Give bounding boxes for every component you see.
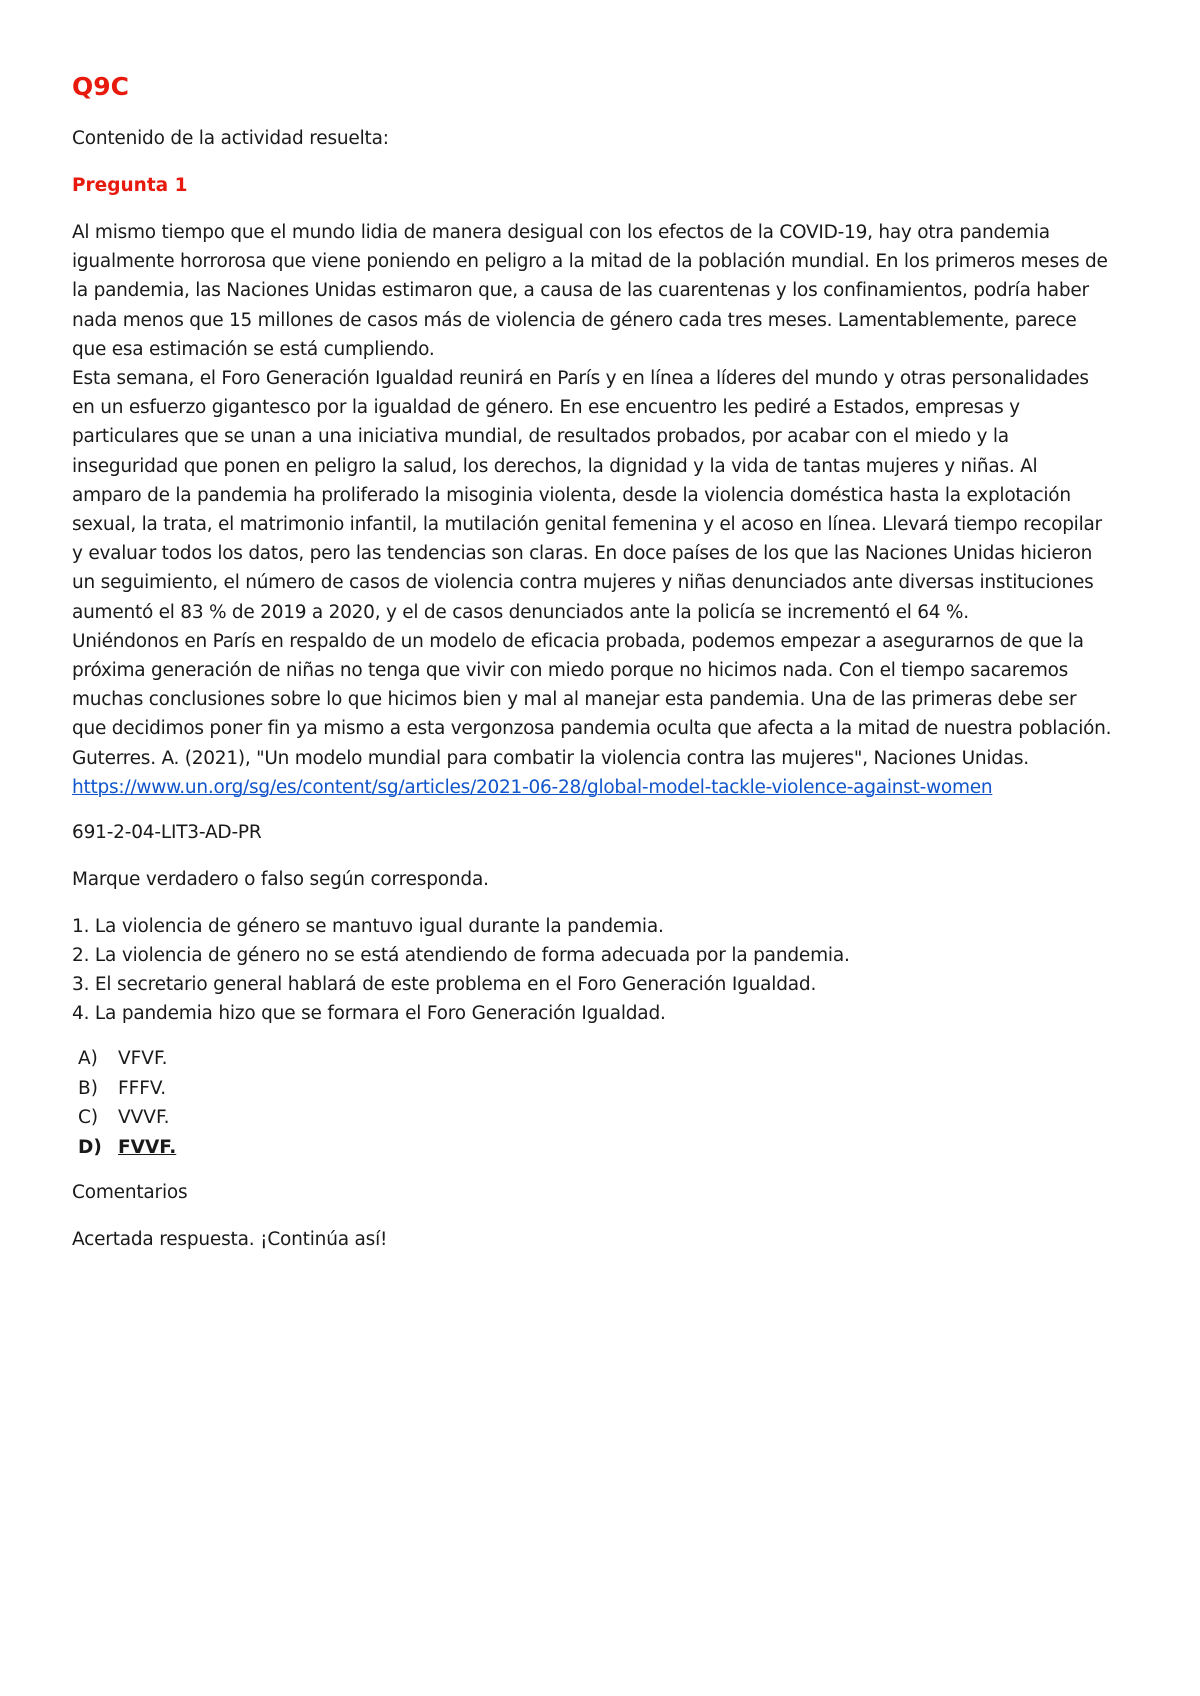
passage-paragraph-1: Al mismo tiempo que el mundo lidia de manera desigual con los efectos de la COVID-19, hay otra pandemia igualmente horrorosa que viene poniendo en peligro a la mitad de la población mundial. En los primeros meses de la pandemia, las Naciones Unidas estimaron que, a causa de las cuarentenas y los confinamientos, podría haber nada menos que 15 millones de casos más de violencia de género cada tres meses. Lamentablemente, parece que esa estimación se está cumpliendo. xyxy=(72,222,1108,360)
option-text: FFFV. xyxy=(118,1077,167,1099)
passage-paragraph-2: Esta semana, el Foro Generación Igualdad reunirá en París y en línea a líderes del mundo y otras personalidades en un esfuerzo gigantesco por la igualdad de género. En ese encuentro les pediré a Estados, empresas y particulares que se unan a una iniciativa mundial, de resultados probados, por acabar con el miedo y la inseguridad que ponen en peligro la salud, los derechos, la dignidad y la vida de tantas mujeres y niñas. Al amparo de la pandemia ha proliferado la misoginia violenta, desde la violencia doméstica hasta la explotación sexual, la trata, el matrimonio infantil, la mutilación genital femenina y el acoso en línea. Llevará tiempo recopilar y evaluar todos los datos, pero las tendencias son claras. En doce países de los que las Naciones Unidas hicieron un seguimiento, el número de casos de violencia contra mujeres y niñas denunciados ante diversas instituciones aumentó el 83 % de 2019 a 2020, y el de casos denunciados ante la policía se incrementó el 64 %. xyxy=(72,368,1102,623)
statement-list xyxy=(72,912,1112,1028)
citation-text: Guterres. A. (2021), "Un modelo mundial para combatir la violencia contra las mujeres", Naciones Unidas. xyxy=(72,747,1029,769)
option-text: VVVF. xyxy=(118,1107,170,1129)
option-letter: A) xyxy=(78,1048,98,1070)
statement-item: 1. La violencia de género se mantuvo igual durante la pandemia. xyxy=(72,916,664,938)
statement-item: 2. La violencia de género no se está atendiendo de forma adecuada por la pandemia. xyxy=(72,945,850,967)
option-text: VFVF. xyxy=(118,1048,168,1070)
reading-passage xyxy=(72,218,1112,802)
passage-paragraph-3: Uniéndonos en París en respaldo de un modelo de eficacia probada, podemos empezar a asegurarnos de que la próxima generación de niñas no tenga que vivir con miedo porque no hicimos nada. Con el tiempo sacaremos muchas conclusiones sobre lo que hicimos bien y mal al manejar esta pandemia. Una de las primeras debe ser que decidimos poner fin ya mismo a esta vergonzosa pandemia oculta que afecta a la mitad de nuestra población. xyxy=(72,630,1112,740)
citation-link[interactable]: https://www.un.org/sg/es/content/sg/articles/2021-06-28/global-model-tackle-violence-against-women xyxy=(72,776,993,798)
feedback-text: Acertada respuesta. ¡Continúa así! xyxy=(72,1229,388,1251)
comments-label: Comentarios xyxy=(72,1182,188,1204)
option-text: FVVF. xyxy=(118,1136,177,1158)
item-code: 691-2-04-LIT3-AD-PR xyxy=(72,822,262,844)
statement-item: 3. El secretario general hablará de este problema en el Foro Generación Igualdad. xyxy=(72,974,817,996)
option-a xyxy=(72,1044,1112,1074)
option-letter: D) xyxy=(78,1136,102,1158)
option-c xyxy=(72,1103,1112,1133)
option-letter: B) xyxy=(78,1077,98,1099)
code-title: Q9C xyxy=(72,72,129,101)
statement-item: 4. La pandemia hizo que se formara el Foro Generación Igualdad. xyxy=(72,1003,666,1025)
intro-text: Contenido de la actividad resuelta: xyxy=(72,128,389,149)
question-heading: Pregunta 1 xyxy=(72,175,188,196)
option-letter: C) xyxy=(78,1107,99,1129)
document-page xyxy=(72,72,1112,1272)
answer-options xyxy=(72,1044,1112,1162)
instruction-text: Marque verdadero o falso según corresponda. xyxy=(72,869,489,891)
option-b xyxy=(72,1074,1112,1104)
option-d-correct xyxy=(72,1133,1112,1163)
